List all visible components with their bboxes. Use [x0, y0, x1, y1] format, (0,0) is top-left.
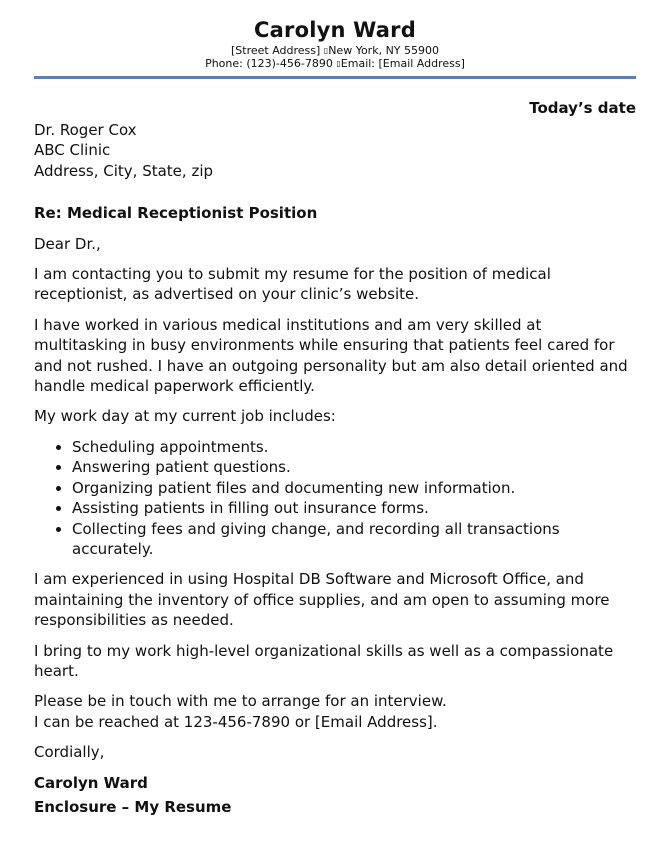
paragraph-skills: I am experienced in using Hospital DB Software and Microsoft Office, and maintaining the inventory of office supplies, and am open to assuming more responsibilities as needed. [34, 570, 610, 630]
paragraph-experience: I have worked in various medical institutions and am very skilled at multitasking in busy environments while ensuring that patients feel cared for and not rushed. I have an outgoing personality but am also detail oriented and handle medical paperwork efficiently. [34, 315, 628, 396]
sender-address-line [34, 44, 636, 57]
salutation: Dear Dr., [34, 234, 101, 253]
paragraph-duties-intro: My work day at my current job includes: [34, 407, 336, 426]
contact-paragraph [34, 691, 636, 732]
list-item: • Collecting fees and giving change, and recording all transactions accurately. [72, 519, 636, 560]
paragraph-qualities: I bring to my work high-level organizational skills as well as a compassionate heart. [34, 641, 614, 680]
list-item: • Scheduling appointments. [72, 437, 636, 457]
sender-phone: Phone: (123)-456-7890 [205, 57, 333, 70]
sender-city: New York, NY 55900 [328, 44, 440, 57]
recipient-org: ABC Clinic [34, 141, 111, 160]
list-item: • Organizing patient files and documenting new information. [72, 478, 636, 498]
letter-date: Today’s date [529, 99, 636, 117]
signoff: Cordially, [34, 743, 105, 762]
sender-email: Email: [Email Address] [340, 57, 465, 70]
list-item: • Assisting patients in filling out insurance forms. [72, 498, 636, 518]
subject-line: Re: Medical Receptionist Position [34, 204, 318, 223]
paragraph-intro: I am contacting you to submit my resume for the position of medical receptionist, as advertised on your clinic’s website. [34, 265, 551, 304]
recipient-block [34, 120, 636, 181]
letterhead [34, 0, 636, 70]
list-item: • Answering patient questions. [72, 457, 636, 477]
contact-line: Please be in touch with me to arrange for an interview. [34, 692, 447, 711]
sender-name: Carolyn Ward [254, 18, 416, 42]
header-divider [34, 76, 636, 79]
recipient-name: Dr. Roger Cox [34, 121, 137, 139]
separator-icon: ▯ [323, 46, 329, 55]
duties-list [34, 437, 636, 559]
sender-contact-line [34, 57, 636, 70]
recipient-address: Address, City, State, zip [34, 161, 214, 180]
separator-icon: ▯ [336, 59, 341, 68]
contact-line: I can be reached at 123-456-7890 or [Email Address]. [34, 712, 438, 731]
sender-street: [Street Address] [230, 44, 321, 57]
enclosure-line: Enclosure – My Resume [34, 797, 232, 816]
letter-body [34, 120, 636, 817]
signature-name: Carolyn Ward [34, 773, 148, 792]
